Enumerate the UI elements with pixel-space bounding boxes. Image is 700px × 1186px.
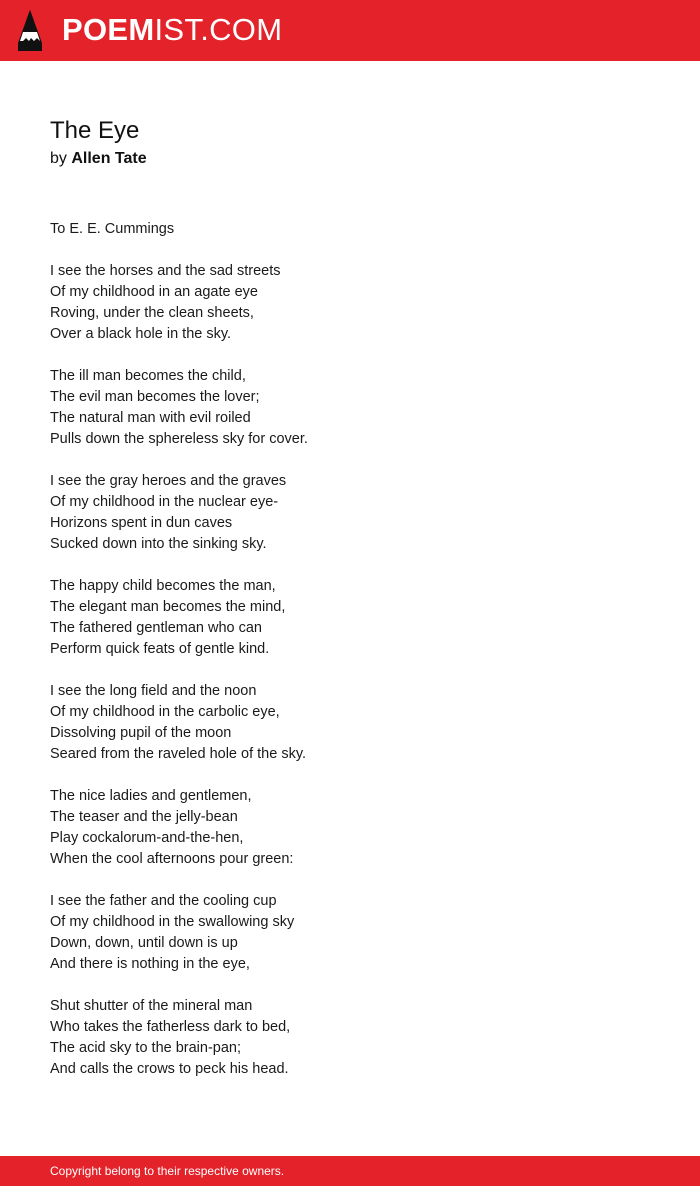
poem-line: Sucked down into the sinking sky. [50,536,267,552]
poem-body [50,219,650,1101]
poem-line: Who takes the fatherless dark to bed, [50,1019,291,1035]
stanza [50,261,650,345]
poem-line: Down, down, until down is up [50,935,238,951]
poem-line: Horizons spent in dun caves [50,515,233,531]
poem-line: And there is nothing in the eye, [50,956,250,972]
poem-line: The elegant man becomes the mind, [50,599,286,615]
dedication: To E. E. Cummings [50,221,175,237]
copyright-text: Copyright belong to their respective owners. [50,1164,285,1178]
poem-line: Dissolving pupil of the moon [50,725,232,741]
stanza [50,996,650,1080]
poem-line: I see the father and the cooling cup [50,893,277,909]
byline [50,148,147,170]
poem-line: The acid sky to the brain-pan; [50,1040,242,1056]
poem-line: Shut shutter of the mineral man [50,998,253,1014]
poem-line: Play cockalorum-and-the-hen, [50,830,244,846]
poem-line: The happy child becomes the man, [50,578,276,594]
poem-line: The teaser and the jelly-bean [50,809,238,825]
by-label: by [50,150,67,167]
pencil-tip-icon[interactable] [18,10,42,51]
stanza [50,471,650,555]
stanza [50,366,650,450]
poem-line: The evil man becomes the lover; [50,389,260,405]
brand-bold: POEM [62,12,155,47]
stanza [50,576,650,660]
poem-line: Perform quick feats of gentle kind. [50,641,270,657]
poem-line: I see the horses and the sad streets [50,263,281,279]
poem-line: The fathered gentleman who can [50,620,262,636]
stanza [50,681,650,765]
poem-line: When the cool afternoons pour green: [50,851,294,867]
stanza [50,891,650,975]
poem-line: Roving, under the clean sheets, [50,305,254,321]
site-logo-text[interactable] [62,12,282,48]
poem-line: Of my childhood in the carbolic eye, [50,704,280,720]
stanzas-container [50,261,650,1080]
poem-line: Of my childhood in the swallowing sky [50,914,295,930]
poem-line: I see the gray heroes and the graves [50,473,287,489]
poem-line: I see the long field and the noon [50,683,257,699]
site-header [0,0,700,61]
brand-light: IST.COM [154,12,283,47]
poem-line: And calls the crows to peck his head. [50,1061,289,1077]
poem-line: The nice ladies and gentlemen, [50,788,252,804]
site-footer [0,1156,700,1186]
poem-line: Seared from the raveled hole of the sky. [50,746,307,762]
poem-line: Over a black hole in the sky. [50,326,232,342]
poem-title: The Eye [50,117,140,144]
poem-line: The ill man becomes the child, [50,368,246,384]
poem-line: Of my childhood in the nuclear eye- [50,494,279,510]
author-name: Allen Tate [71,150,147,167]
poem-line: The natural man with evil roiled [50,410,251,426]
poem-line: Of my childhood in an agate eye [50,284,258,300]
poem-line: Pulls down the sphereless sky for cover. [50,431,308,447]
stanza [50,786,650,870]
